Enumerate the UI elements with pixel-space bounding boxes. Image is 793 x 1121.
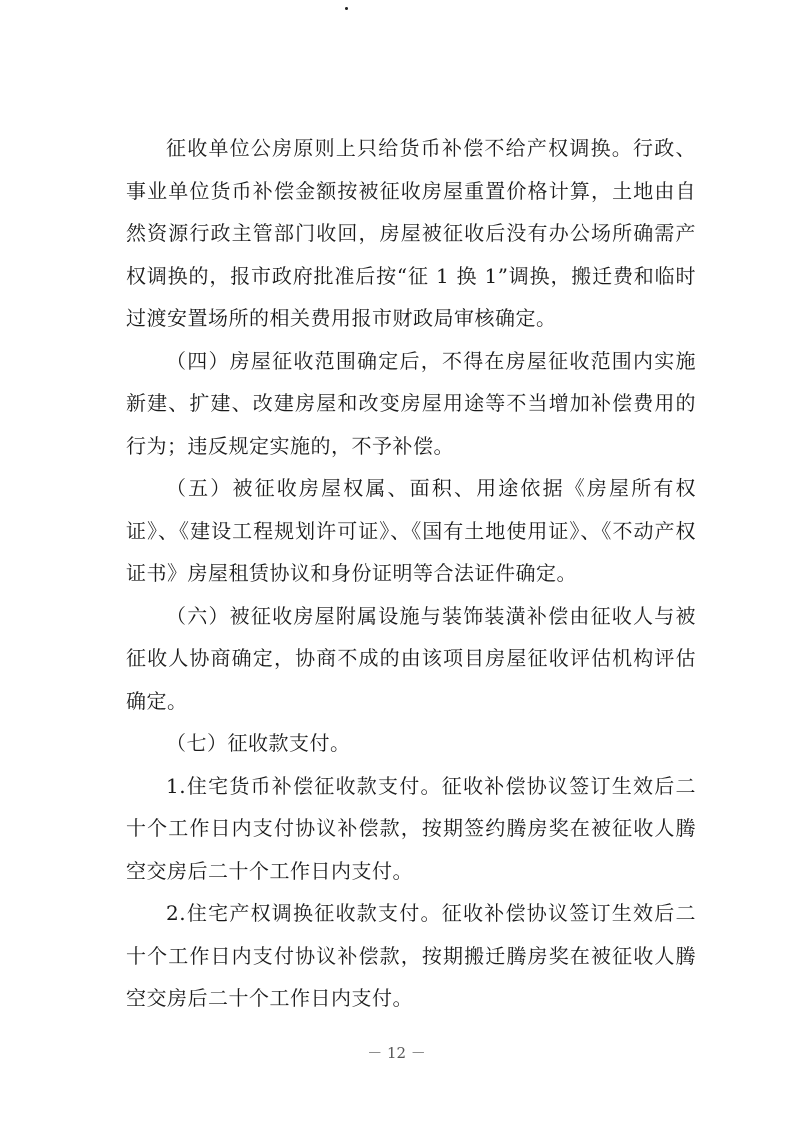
paragraph-item-7-2: 2.住宅产权调换征收款支付。征收补偿协议签订生效后二十个工作日内支付协议补偿款，按期搬迁腾房奖在被征收人腾空交房后二十个工作日内支付。	[126, 901, 696, 1010]
scan-dot	[345, 7, 348, 10]
paragraph-public-housing: 征收单位公房原则上只给货币补偿不给产权调换。行政、事业单位货币补偿金额按被征收房屋重置价格计算，土地由自然资源行政主管部门收回，房屋被征收后没有办公场所确需产权调换的，报市政府批准后按“征 1 换 1”调换，搬迁费和临时过渡安置场所的相关费用报市财政局审核确定。	[126, 136, 696, 330]
paragraph-item-6: （六）被征收房屋附属设施与装饰装潢补偿由征收人与被征收人协商确定，协商不成的由该项目房屋征收评估机构评估确定。	[126, 603, 696, 713]
paragraph-item-5: （五）被征收房屋权属、面积、用途依据《房屋所有权证》、《建设工程规划许可证》、《国有土地使用证》、《不动产权证书》房屋租赁协议和身份证明等合法证件确定。	[126, 476, 696, 585]
paragraph-item-7: （七）征收款支付。	[166, 731, 351, 755]
document-body	[126, 127, 696, 1020]
paragraph-item-4: （四）房屋征收范围确定后，不得在房屋征收范围内实施新建、扩建、改建房屋和改变房屋用途等不当增加补偿费用的行为；违反规定实施的，不予补偿。	[126, 348, 696, 458]
paragraph-item-7-1: 1.住宅货币补偿征收款支付。征收补偿协议签订生效后二十个工作日内支付协议补偿款，按期签约腾房奖在被征收人腾空交房后二十个工作日内支付。	[126, 773, 696, 883]
page-number: － 12 －	[367, 1044, 426, 1062]
